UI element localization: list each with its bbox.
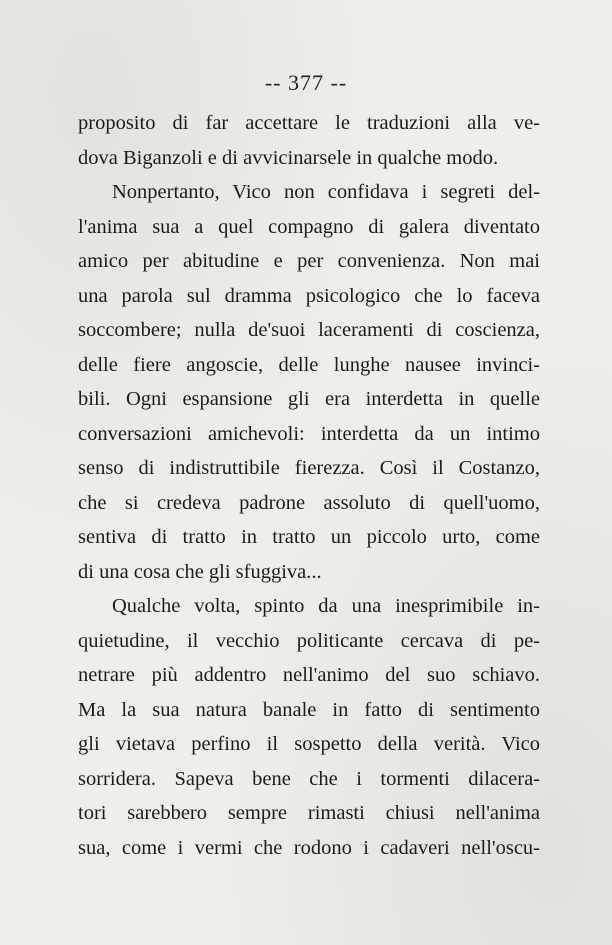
text-line: tori sarebbero sempre rimasti chiusi nell'anima	[78, 802, 540, 824]
text-line: conversazioni amichevoli: interdetta da un intimo	[78, 422, 540, 445]
text-line: Ma la sua natura banale in fatto di sentimento	[78, 698, 540, 721]
text-line: sua, come i vermi che rodono i cadaveri nell'oscu-	[78, 836, 540, 859]
text-line: netrare più addentro nell'animo del suo schiavo.	[78, 664, 540, 686]
text-line: dova Biganzoli e di avvicinarsele in qualche modo.	[78, 146, 499, 169]
text-line: proposito di far accettare le traduzioni alla ve-	[78, 112, 540, 134]
text-line: che si credeva padrone assoluto di quell'uomo,	[78, 491, 540, 514]
text-line: amico per abitudine e per convenienza. Non mai	[78, 250, 540, 272]
text-line: bili. Ogni espansione gli era interdetta in quelle	[78, 388, 540, 410]
text-line: quietudine, il vecchio politicante cercava di pe-	[78, 629, 540, 652]
text-line: senso di indistruttibile fierezza. Così il Costanzo,	[78, 457, 540, 479]
text-line: sentiva di tratto in tratto un piccolo urto, come	[78, 526, 540, 548]
text-line: l'anima sua a quel compagno di galera diventato	[78, 215, 540, 238]
page-number: -- 377 --	[264, 70, 348, 95]
body-text	[78, 106, 540, 865]
text-line: soccombere; nulla de'suoi laceramenti di coscienza,	[78, 319, 540, 341]
paragraph-3	[78, 589, 540, 865]
paragraph-1	[78, 106, 540, 175]
text-line: una parola sul dramma psicologico che lo faceva	[78, 284, 540, 307]
text-line: sorridera. Sapeva bene che i tormenti dilacera-	[78, 767, 540, 790]
text-line: Nonpertanto, Vico non confidava i segreti del-	[112, 181, 540, 203]
text-line: di una cosa che gli sfuggiva...	[78, 560, 322, 583]
text-line: delle fiere angoscie, delle lunghe nausee invinci-	[78, 353, 540, 376]
text-line: gli vietava perfino il sospetto della verità. Vico	[78, 733, 540, 755]
paragraph-2	[78, 175, 540, 589]
text-line: Qualche volta, spinto da una inesprimibile in-	[112, 595, 540, 617]
